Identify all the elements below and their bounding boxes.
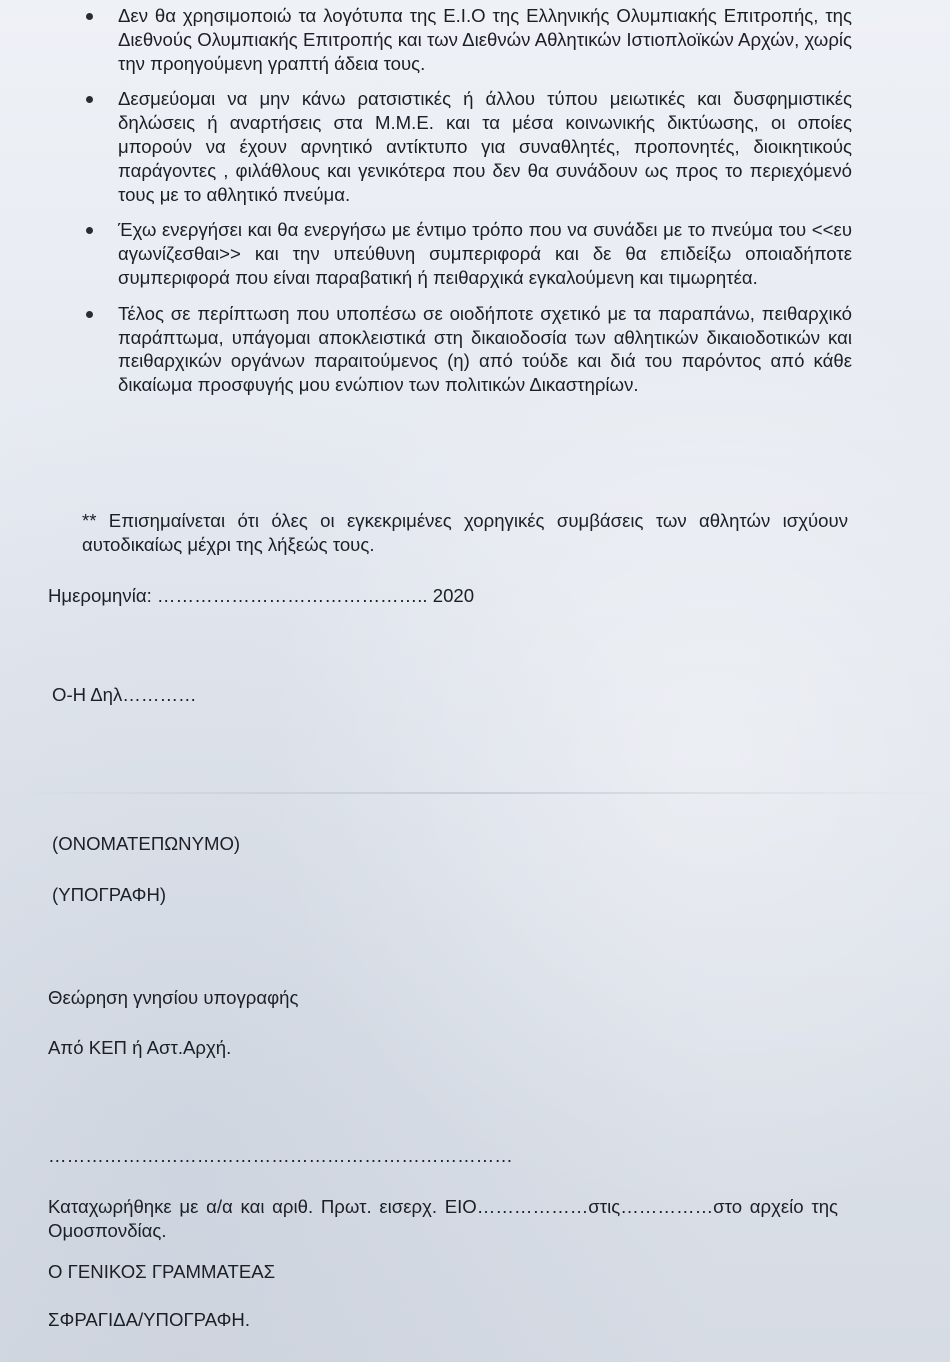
bullet-icon [86, 96, 93, 103]
bullet-text: Δεσμεύομαι να μην κάνω ρατσιστικές ή άλλου τύπου μειωτικές και δυσφημιστικές δηλώσεις ή αναρτήσεις στα Μ.Μ.Ε. και τα μέσα κοινωνικής δικτύωσης, οι οποίες μπορούν να έχουν αρνητικό αντίκτυπο για συναθλητές, προπονητές, διοικητικούς παράγοντες , φιλάθλους και γενικότερα που δεν θα συνάδουν ως προς το περιεχόμενό τους με το αθλητικό πνεύμα. [118, 88, 852, 205]
declaration-bullet-list [82, 4, 852, 409]
declarant-field: Ο-Η Δηλ………… [52, 684, 197, 705]
bullet-item [82, 218, 852, 289]
signature-authentication-label: Θεώρηση γνησίου υπογραφής [48, 987, 299, 1008]
bullet-icon [86, 227, 93, 234]
stamp-signature-label: ΣΦΡΑΓΙΔΑ/ΥΠΟΓΡΑΦΗ. [48, 1309, 250, 1330]
sponsorship-note: ** Επισημαίνεται ότι όλες οι εγκεκριμένες χορηγικές συμβάσεις των αθλητών ισχύουν αυτοδικαίως μέχρι της λήξεώς τους. [82, 510, 848, 555]
authority-label: Από ΚΕΠ ή Αστ.Αρχή. [48, 1037, 232, 1058]
date-field: Ημερομηνία: …………………………………….. 2020 [48, 585, 475, 606]
bullet-text: Δεν θα χρησιμοποιώ τα λογότυπα της Ε.Ι.Ο της Ελληνικής Ολυμπιακής Επιτροπής, της Διεθνούς Ολυμπιακής Επιτροπής και των Διεθνών Αθλητικών Ιστιοπλοϊκών Αρχών, χωρίς την προηγούμενη γραπτή άδεια τους. [118, 5, 852, 74]
bullet-text: Τέλος σε περίπτωση που υποπέσω σε οιοδήποτε σχετικό με τα παραπάνω, πειθαρχικό παράπτωμα, υπάγομαι αποκλειστικά στη δικαιοδοσία των αθλητικών δικαιοδοτικών και πειθαρχικών οργάνων παραιτούμενος (η) από τούδε και διά του παρόντος από κάθε δικαίωμα προσφυγής μου ενώπιον των πολιτικών Δικαστηρίων. [118, 302, 852, 396]
bullet-icon [86, 13, 93, 20]
dotted-signature-line: ………………………………………………………………… [48, 1145, 513, 1166]
paper-fold-line [0, 792, 950, 794]
bullet-item [82, 302, 852, 397]
full-name-label: (ΟΝΟΜΑΤΕΠΩΝΥΜΟ) [52, 833, 241, 854]
bullet-item [82, 87, 852, 206]
registration-text: Καταχωρήθηκε με α/α και αριθ. Πρωτ. εισερχ. ΕΙΟ………………στις……………στο αρχείο της Ομοσπονδίας. [48, 1196, 838, 1241]
bullet-item [82, 4, 852, 75]
signature-label: (ΥΠΟΓΡΑΦΗ) [52, 884, 167, 905]
bullet-icon [86, 311, 93, 318]
secretary-title: Ο ΓΕΝΙΚΟΣ ΓΡΑΜΜΑΤΕΑΣ [48, 1261, 276, 1282]
bullet-text: Έχω ενεργήσει και θα ενεργήσω με έντιμο τρόπο που να συνάδει με το πνεύμα του <<ευ αγωνίζεσθαι>> και την υπεύθυνη συμπεριφορά και δε θα επιδείξω οποιαδήποτε συμπεριφορά που είναι παραβατική ή πειθαρχικά εγκαλούμενη και τιμωρητέα. [118, 219, 852, 288]
